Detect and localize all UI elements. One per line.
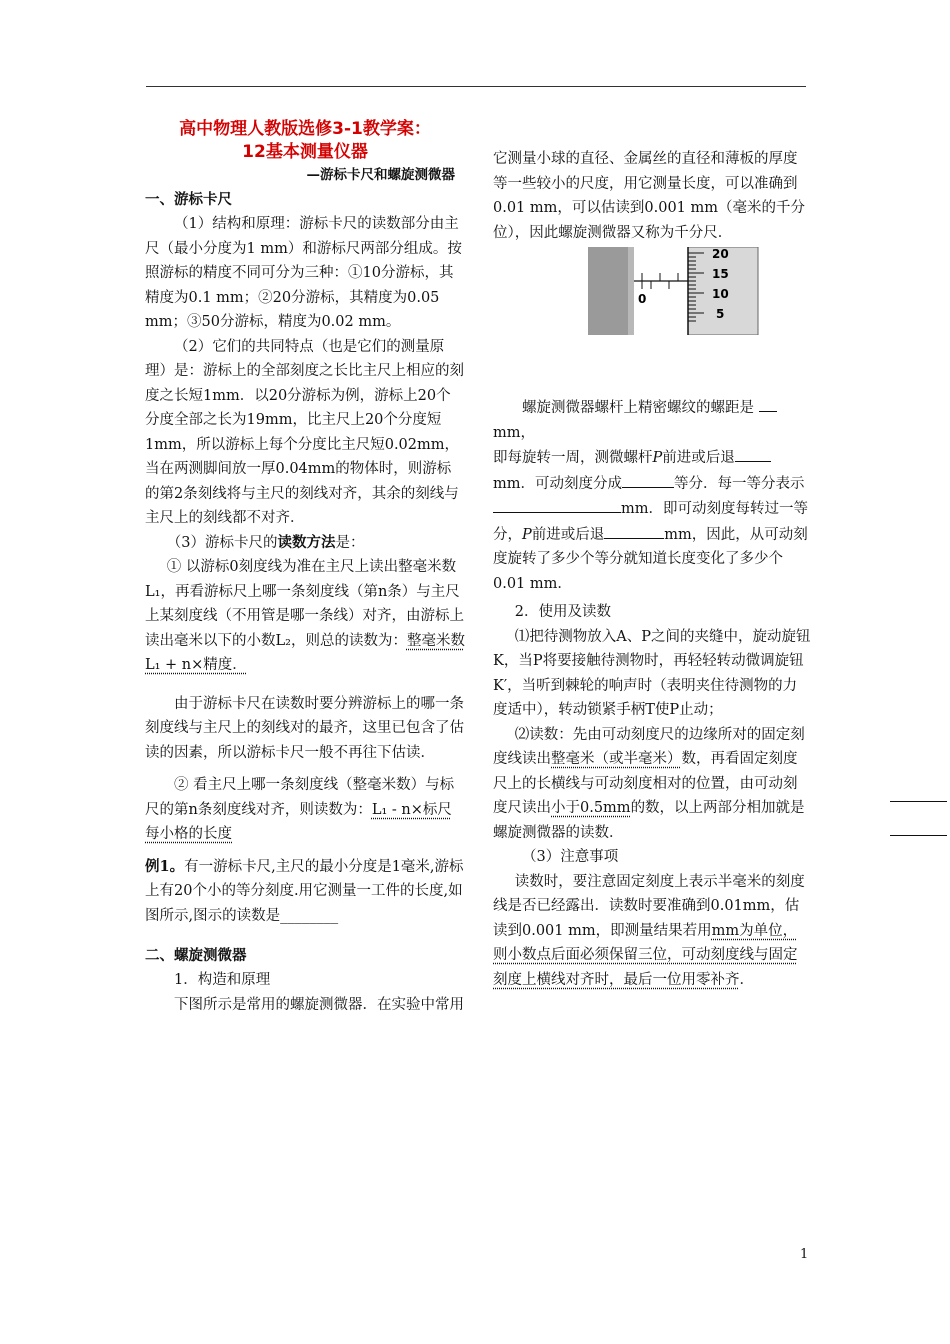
micrometer-frame bbox=[588, 247, 632, 335]
usage-step2: ⑵读数：先由可动刻度尺的边缘所对的固定刻度线读出整毫米（或半毫米）数，再看固定刻度尺上的长横线与可动刻度相对的位置，由可动刻度尺读出小于0.5mm的数，以上两部分相加就是螺旋测微器的读数． bbox=[493, 726, 805, 841]
step2-formula: L₁ - n×标尺每小格的长度 bbox=[145, 801, 452, 842]
example1-blank: ________ bbox=[280, 907, 339, 924]
section1-paragraph-estimation: 由于游标卡尺在读数时要分辨游标上的哪一条刻度线与主尺上的刻线对的最齐，这里已包含了估读的因素，所以游标卡尺一般不再往下估读． bbox=[145, 695, 464, 761]
step1-text: ① 以游标0刻度线为准在主尺上读出整毫米数L₁，再看游标尺上哪一条刻度线（第n条）与主尺上某刻度线（不用管是哪一条线）对齐，由游标上读出毫米以下的小数L₂，则总的读数为： bbox=[145, 559, 464, 649]
section2-sub-notes: （3）注意事项 bbox=[522, 849, 619, 865]
reading-method-prefix: （3）游标卡尺的 bbox=[166, 534, 278, 551]
pitch-paragraph bbox=[493, 395, 811, 445]
thimble-label-15: 15 bbox=[712, 267, 729, 281]
thimble-label-20: 20 bbox=[712, 247, 729, 261]
reading-method-suffix: 是： bbox=[335, 534, 365, 551]
section1-paragraph-principle: （2）它们的共同特点（也是它们的测量原理）是：游标上的全部刻度之长比主尺上相应的刻度之长短1mm．以20分游标为例，游标上20个分度全部之长为19mm，比主尺上20个分度短1mm，所以游标上每个分度比主尺短0.02mm，当在两测脚间放一厚0.04mm的物体时，则游标的第2条刻线将与主尺的刻线对齐，其余的刻线与主尺上的刻线都不对齐． bbox=[145, 338, 464, 526]
page-number: 1 bbox=[800, 1247, 809, 1262]
margin-rule-2 bbox=[890, 835, 947, 836]
doc-title-line1: 高中物理人教版选修3-1教学案： bbox=[179, 119, 431, 139]
micrometer-figure bbox=[588, 247, 762, 335]
step1-formula: 整毫米数 L₁ + n×精度． bbox=[145, 632, 465, 673]
thimble-label-5: 5 bbox=[716, 307, 725, 321]
example1-text: 有一游标卡尺,主尺的最小分度是1毫米,游标上有20个小的等分刻度.用它测量一工件的长度,如图所示,图示的读数是 bbox=[145, 858, 464, 924]
reading-method-key: 读数方法 bbox=[277, 533, 336, 551]
sleeve-zero-label: 0 bbox=[638, 292, 647, 306]
pitch-text-b: mm， bbox=[493, 424, 535, 441]
pitch-blank bbox=[759, 395, 777, 412]
rotation-paragraph: 即每旋转一周，测微螺杆P前进或后退 mm．可动刻度分成 等分．每一等分表示mm．即可动刻度每转过一等分，P前进或后退 mm，因此，从可动刻度旋转了多少个等分就知道长度变化了多少个0.01 mm． bbox=[493, 445, 811, 596]
doc-title-line2: 12基本测量仪器 bbox=[242, 142, 368, 162]
notes-paragraph: 读数时，要注意固定刻度上表示半毫米的刻度线是否已经露出．读数时要准确到0.01mm，估读到0.001 mm，即测量结果若用mm为单位，则小数点后面必须保留三位，可动刻度线与固定刻度上横线对齐时，最后一位用零补齐． bbox=[493, 873, 805, 988]
thimble-label-10: 10 bbox=[712, 287, 729, 301]
advance-blank bbox=[735, 445, 771, 462]
section2-paragraph-intro-right: 它测量小球的直径、金属丝的直径和薄板的厚度等一些较小的尺度，用它测量长度，可以准确到0.01 mm，可以估读到0.001 mm（毫米的千分位），因此螺旋测微器又称为千分尺． bbox=[493, 151, 806, 241]
usage-step1: ⑴把待测物放入A、P之间的夹缝中，旋动旋钮K，当P将要接触待测物时，再轻轻转动微调旋钮K′，当听到棘轮的响声时（表明夹住待测物的力度适中），转动锁紧手柄T使P止动； bbox=[493, 628, 811, 718]
section1-paragraph-step1 bbox=[145, 555, 465, 678]
divisions-blank bbox=[622, 471, 674, 488]
doc-subtitle: —游标卡尺和螺旋测微器 bbox=[306, 167, 455, 183]
header-rule bbox=[146, 86, 806, 87]
section1-paragraph-step2 bbox=[145, 773, 465, 847]
section1-paragraph-reading-method bbox=[145, 531, 465, 556]
margin-rule-1 bbox=[890, 801, 947, 802]
pitch-text-a: 螺旋测微器螺杆上精密螺纹的螺距是 bbox=[522, 400, 754, 416]
section2-sub-usage: 2．使用及读数 bbox=[514, 604, 611, 620]
step2-text: ② 看主尺上哪一条刻度线（整毫米数）与标尺的第n条刻度线对齐，则读数为： bbox=[145, 777, 455, 818]
section2-sub-structure: 1．构造和原理 bbox=[174, 972, 271, 988]
section2-paragraph-intro-left: 下图所示是常用的螺旋测微器．在实验中常用 bbox=[174, 996, 464, 1013]
right-column bbox=[493, 147, 811, 992]
example1-paragraph bbox=[145, 855, 465, 929]
section1-heading: 一、游标卡尺 bbox=[145, 192, 232, 208]
division-value-blank bbox=[493, 496, 621, 513]
micrometer-figure-area bbox=[493, 245, 811, 395]
example1-label: 例1。 bbox=[145, 857, 185, 875]
section2-heading: 二、螺旋测微器 bbox=[145, 948, 247, 964]
left-column bbox=[145, 118, 465, 1017]
section1-paragraph-structure: （1）结构和原理：游标卡尺的读数部分由主尺（最小分度为1 mm）和游标尺两部分组成。按照游标的精度不同可分为三种：①10分游标，其精度为0.1 mm；②20分游标，其精度为0.05 mm；③50分游标，精度为0.02 mm。 bbox=[145, 216, 462, 330]
per-division-blank bbox=[604, 522, 664, 539]
